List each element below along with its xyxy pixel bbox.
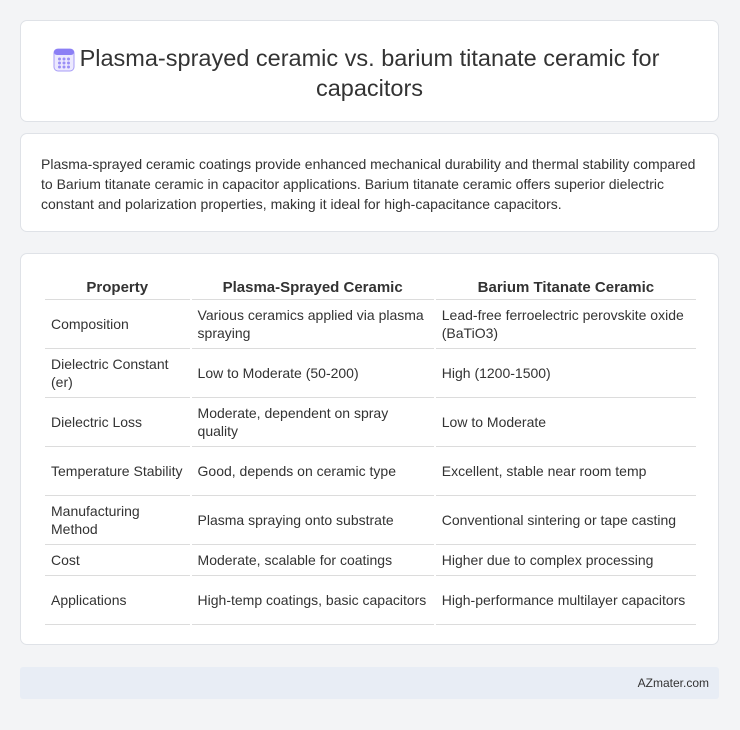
row-plasma-value: Moderate, dependent on spray quality (192, 398, 434, 447)
intro-card (20, 133, 719, 232)
row-property: Manufacturing Method (45, 496, 190, 545)
row-property: Cost (45, 545, 190, 576)
table-row (45, 398, 696, 447)
row-property: Dielectric Constant (er) (45, 349, 190, 398)
footer-brand[interactable]: AZmater.com (637, 676, 709, 690)
row-barium-value: Excellent, stable near room temp (436, 447, 696, 496)
comparison-card (20, 253, 719, 645)
title-card (20, 20, 719, 122)
row-property: Composition (45, 300, 190, 349)
row-plasma-value: Low to Moderate (50-200) (192, 349, 434, 398)
intro-paragraph: Plasma-sprayed ceramic coatings provide enhanced mechanical durability and thermal stability compared to Barium titanate ceramic in capacitor applications. Barium titanate ceramic offers superior dielectric constant and polarization properties, making it ideal for high-capacitance capacitors. (41, 156, 696, 212)
row-barium-value: Low to Moderate (436, 398, 696, 447)
row-barium-value: Lead-free ferroelectric perovskite oxide (BaTiO3) (436, 300, 696, 349)
header-plasma-sprayed: Plasma-Sprayed Ceramic (192, 274, 434, 300)
header-property: Property (45, 274, 190, 300)
table-row (45, 545, 696, 576)
page-title: Plasma-sprayed ceramic vs. barium titanate ceramic for capacitors (79, 45, 660, 101)
header-barium-titanate: Barium Titanate Ceramic (436, 274, 696, 300)
footer-bar (20, 667, 719, 699)
row-plasma-value: High-temp coatings, basic capacitors (192, 576, 434, 625)
table-row (45, 447, 696, 496)
row-barium-value: High (1200-1500) (436, 349, 696, 398)
table-row (45, 496, 696, 545)
table-row (45, 576, 696, 625)
row-plasma-value: Good, depends on ceramic type (192, 447, 434, 496)
comparison-table (43, 274, 698, 625)
row-plasma-value: Various ceramics applied via plasma spraying (192, 300, 434, 349)
row-barium-value: High-performance multilayer capacitors (436, 576, 696, 625)
row-plasma-value: Plasma spraying onto substrate (192, 496, 434, 545)
row-plasma-value: Moderate, scalable for coatings (192, 545, 434, 576)
row-property: Temperature Stability (45, 447, 190, 496)
row-property: Dielectric Loss (45, 398, 190, 447)
table-row (45, 300, 696, 349)
table-header-row (45, 274, 696, 300)
row-barium-value: Higher due to complex processing (436, 545, 696, 576)
row-barium-value: Conventional sintering or tape casting (436, 496, 696, 545)
table-row (45, 349, 696, 398)
row-property: Applications (45, 576, 190, 625)
